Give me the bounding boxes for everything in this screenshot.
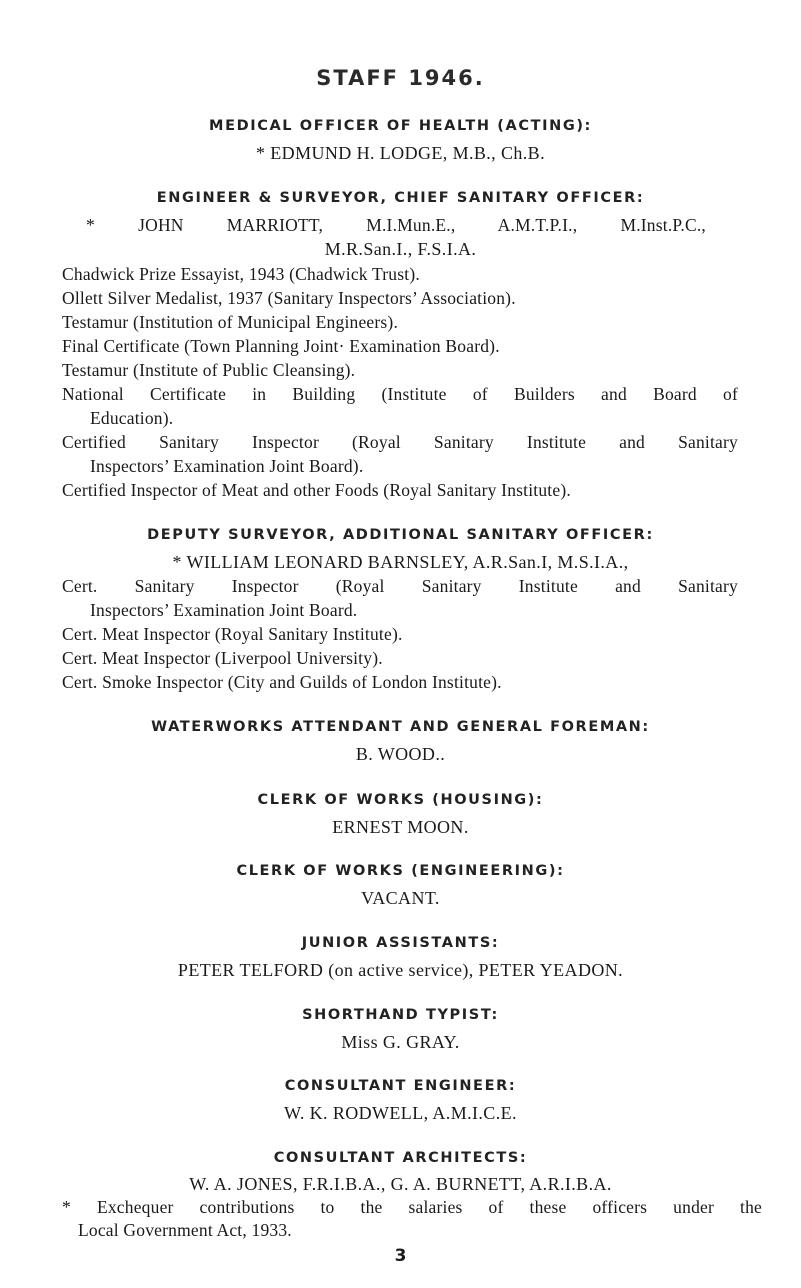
consultant-engineer-name: W. K. RODWELL, A.M.I.C.E. (284, 1103, 517, 1123)
clerk-engineering-name: VACANT. (361, 888, 440, 908)
deputy-qualification: Inspectors’ Examination Joint Board. (90, 600, 358, 620)
consultant-architects-heading: CONSULTANT ARCHITECTS: (273, 1150, 528, 1166)
page-title: STAFF 1946. (316, 66, 485, 90)
engineer-name-line-2: M.R.San.I., F.S.I.A. (324, 239, 477, 259)
engineer-qualification: Ollett Silver Medalist, 1937 (Sanitary Inspectors’ Association). (62, 288, 516, 308)
consultant-engineer-heading: CONSULTANT ENGINEER: (284, 1078, 517, 1094)
engineer-qualification: Chadwick Prize Essayist, 1943 (Chadwick Trust). (62, 264, 420, 284)
footnote-line-1: * Exchequer contributions to the salaries of these officers under the (62, 1197, 762, 1217)
engineer-qualification: Testamur (Institute of Public Cleansing). (62, 360, 356, 380)
junior-assistants-heading: JUNIOR ASSISTANTS: (301, 935, 500, 951)
typist-heading: SHORTHAND TYPIST: (302, 1007, 499, 1023)
engineer-qualification: Certified Sanitary Inspector (Royal Sanitary Institute and Sanitary (62, 432, 738, 452)
engineer-qualification: Certified Inspector of Meat and other Foods (Royal Sanitary Institute). (62, 480, 571, 500)
consultant-architects-names: W. A. JONES, F.R.I.B.A., G. A. BURNETT, A.R.I.B.A. (189, 1174, 612, 1194)
medical-officer-heading: MEDICAL OFFICER OF HEALTH (ACTING): (209, 118, 592, 134)
engineer-qualification: Testamur (Institution of Municipal Engineers). (62, 312, 399, 332)
deputy-surveyor-heading: DEPUTY SURVEYOR, ADDITIONAL SANITARY OFFICER: (147, 527, 654, 543)
waterworks-heading: WATERWORKS ATTENDANT AND GENERAL FOREMAN: (151, 719, 650, 735)
engineer-heading: ENGINEER & SURVEYOR, CHIEF SANITARY OFFICER: (156, 190, 645, 206)
deputy-qualification: Cert. Meat Inspector (Liverpool University). (62, 648, 383, 668)
engineer-qualification: Final Certificate (Town Planning Joint· Examination Board). (62, 336, 500, 356)
clerk-housing-name: ERNEST MOON. (332, 817, 469, 837)
deputy-qualification: Cert. Smoke Inspector (City and Guilds of London Institute). (62, 672, 502, 692)
deputy-qualification: Cert. Sanitary Inspector (Royal Sanitary Institute and Sanitary (62, 576, 738, 596)
waterworks-name: B. WOOD.. (355, 744, 446, 764)
clerk-engineering-heading: CLERK OF WORKS (ENGINEERING): (236, 863, 565, 879)
clerk-housing-heading: CLERK OF WORKS (HOUSING): (257, 792, 544, 808)
deputy-qualification: Cert. Meat Inspector (Royal Sanitary Institute). (62, 624, 403, 644)
footnote-line-2: Local Government Act, 1933. (78, 1220, 292, 1240)
engineer-name-line-1: * JOHN MARRIOTT, M.I.Mun.E., A.M.T.P.I., M.Inst.P.C., (86, 215, 706, 235)
engineer-qualification: National Certificate in Building (Institute of Builders and Board of (62, 384, 738, 404)
deputy-surveyor-name: * WILLIAM LEONARD BARNSLEY, A.R.San.I, M.S.I.A., (172, 552, 629, 572)
typist-name: Miss G. GRAY. (341, 1032, 460, 1052)
engineer-qualification: Education). (90, 408, 174, 428)
medical-officer-name: * EDMUND H. LODGE, M.B., Ch.B. (255, 143, 545, 163)
engineer-qualification: Inspectors’ Examination Joint Board). (90, 456, 364, 476)
page-number: 3 (394, 1246, 407, 1266)
junior-assistants-names: PETER TELFORD (on active service), PETER YEADON. (177, 960, 624, 980)
